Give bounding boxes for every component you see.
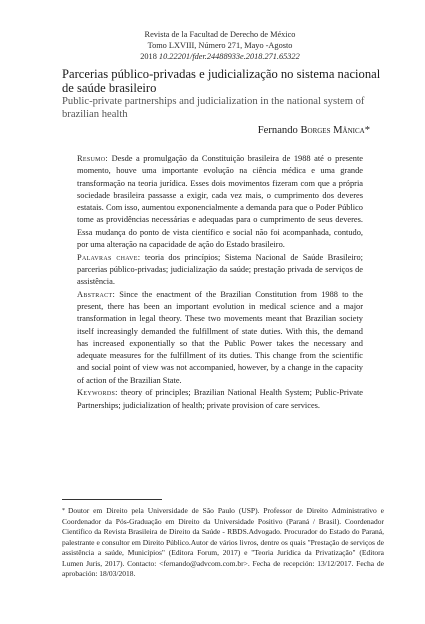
article-subtitle: Public-private partnerships and judicialization in the national system of brazilian health — [62, 96, 365, 120]
abstract-block — [77, 153, 363, 412]
author-name — [258, 125, 370, 137]
abstract-en-text: Since the enactment of the Brazilian Constitution from 1988 to the present, there has been an important evolution in medical science and a major transformation in legal theory. These two movements meant that Brazilian society itself increasingly demanded the fulfillment of state duties. With this, the demand has increased exponentially so that the Public Power takes the necessary and adequate measures for the fulfillment of its duties. This change from the scientific and social point of view was not accompanied, however, by a change in the capacity of action of the Brazilian State. — [77, 289, 363, 385]
article-title: Parcerias público-privadas e judicialização no sistema nacional de saúde brasileiro — [62, 67, 381, 95]
journal-header — [100, 29, 340, 62]
doi: 10.22201/fder.24488933e.2018.271.65322 — [158, 52, 300, 61]
journal-name: Revista de la Facultad de Derecho de México — [144, 30, 296, 39]
author-last-name: Borges Mânica — [300, 125, 365, 136]
keywords-en-text: theory of principles; Brazilian National Health System; Public-Private Partnerships; judicialization of health; private provision of care services. — [77, 388, 363, 410]
keywords-pt — [77, 252, 363, 289]
journal-issue: Tomo LXVIII, Número 271, Mayo -Agosto — [147, 41, 293, 50]
author-first-name: Fernando — [257, 125, 298, 136]
abstract-pt — [77, 153, 363, 251]
footnote-divider — [62, 499, 162, 500]
footnote-mark: * — [62, 508, 65, 514]
journal-year: 2018 — [140, 52, 157, 61]
keywords-en-label: Keywords: — [77, 388, 118, 398]
keywords-pt-text: teoria dos princípios; Sistema Nacional de Saúde Brasileiro; parcerias público-privadas; judicialização da saúde; prestação privada de serviços de assistência. — [77, 252, 363, 287]
keywords-en — [77, 387, 363, 412]
abstract-pt-text: Desde a promulgação da Constituição brasileira de 1988 até o presente momento, houve uma importante evolução na ciência médica e uma grande transformação na teoria jurídica. Esses dois movimentos fizeram com que a própria sociedade brasileira passasse a exigir, cada vez mais, o cumprimento dos deveres estatais. Com isso, aumentou exponencialmente a demanda para que o Poder Público tome as providências necessárias e adequadas para o cumprimento de seus deveres. Essa mudança do ponto de vista científico e social não foi acompanhada, contudo, por uma alteração na capacidade de ação do Estado brasileiro. — [77, 154, 364, 250]
footnote-text: Doutor em Direito pela Universidade de São Paulo (USP). Professor de Direito Administrativo e Coordenador da Pós-Graduação em Direito da Universidade Positivo (Paraná / Brasil). Coordenador Científico da Revista Brasileira de Direito da Saúde - RBDS.Advogado. Procurador do Estado do Paraná, palestrante e consultor em Direito Público.Autor de vários livros, dentre os quais "Prestação de serviços de assistência a saúde, Municípios" (Editora Forum, 2017) e "Teoria Jurídica da Privatização" (Editora Lumen Juris, 2017). Contacto: <fernando@advcom.com.br>. Fecha de recepción: 13/12/2017. Fecha de aprobación: 18/03/2018. — [62, 506, 384, 578]
abstract-en-label: Abstract: — [77, 289, 116, 299]
keywords-pt-label: Palavras chave: — [77, 252, 141, 262]
author-footnote-mark: * — [364, 125, 370, 136]
author-footnote — [62, 506, 384, 580]
journal-doi-line — [100, 51, 340, 62]
abstract-pt-label: Resumo: — [77, 154, 109, 163]
abstract-en — [77, 289, 363, 387]
